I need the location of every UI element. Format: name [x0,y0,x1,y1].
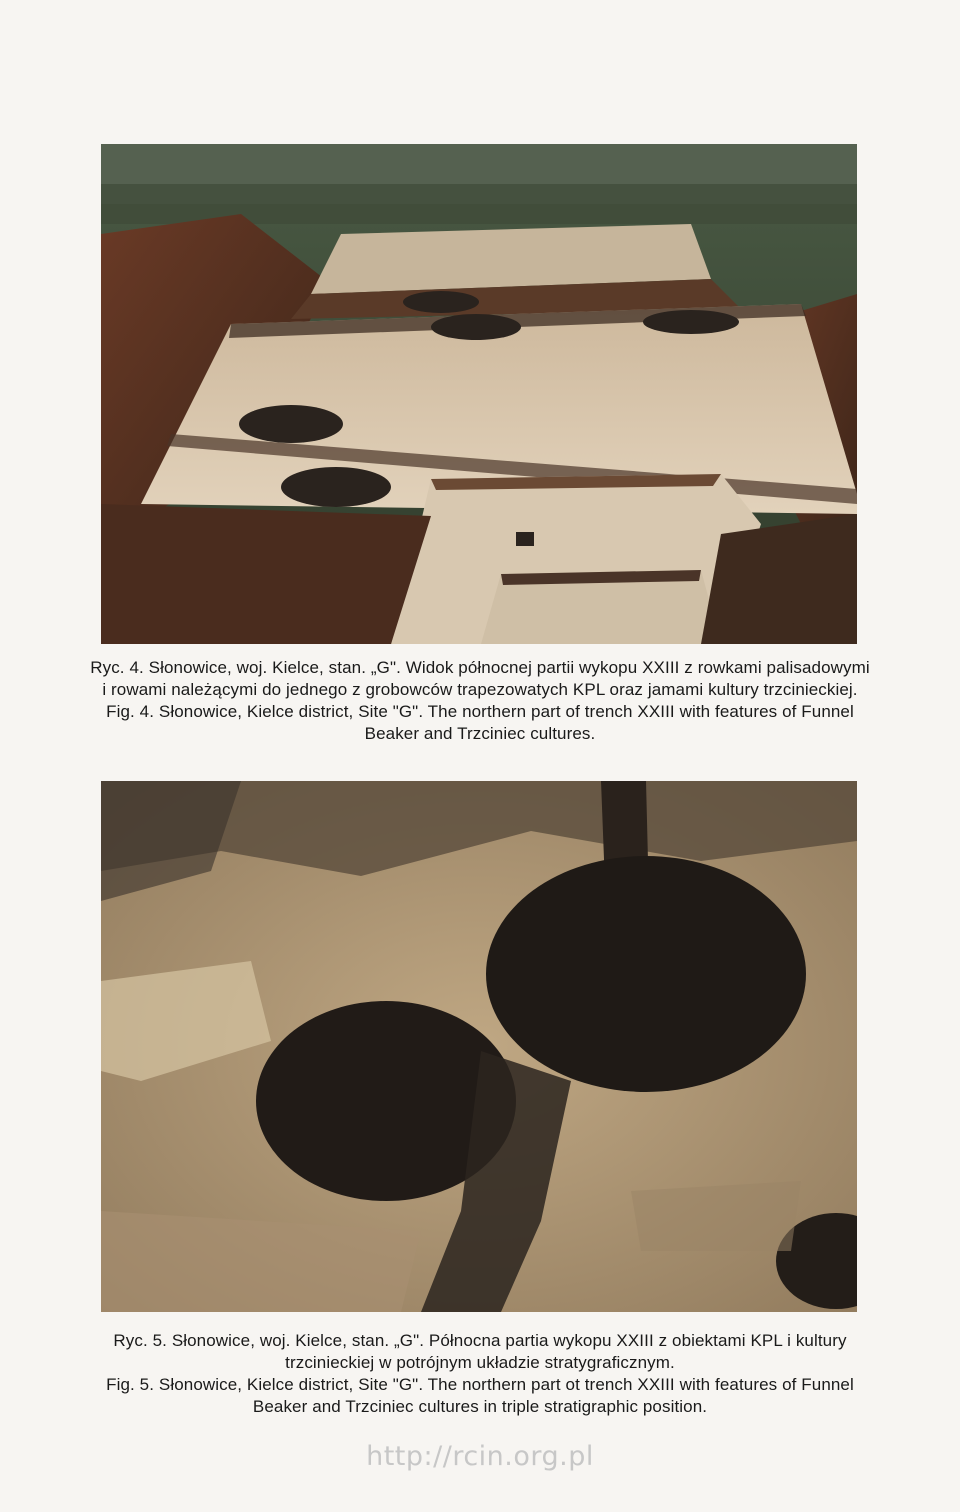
caption-line: Fig. 5. Słonowice, Kielce district, Site "G". The northern part ot trench XXIII with features of Funnel [106,1375,854,1394]
caption-line: trzcinieckiej w potrójnym układzie stratygraficznym. [285,1353,675,1372]
caption-line: Ryc. 5. Słonowice, woj. Kielce, stan. „G". Północna partia wykopu XXIII z obiektami KPL i kultury [113,1331,847,1350]
source-watermark: http://rcin.org.pl [366,1441,594,1472]
caption-line: Beaker and Trzciniec cultures in triple stratigraphic position. [252,1397,708,1416]
figure-5-caption-en [40,1374,920,1418]
caption-line: Fig. 4. Słonowice, Kielce district, Site "G". The northern part of trench XXIII with features of Funnel [106,702,854,721]
figure-5-photo [101,781,857,1312]
figure-5-caption-pl [40,1330,920,1374]
figure-5-caption [40,1330,920,1418]
figure-4-caption [40,657,920,745]
caption-line: Ryc. 4. Słonowice, woj. Kielce, stan. „G". Widok północnej partii wykopu XXIII z rowkami palisadowymi [90,658,870,677]
caption-line: i rowami należącymi do jednego z grobowców trapezowatych KPL oraz jamami kultury trzcinieckiej. [102,680,858,699]
figure-4-photo [101,144,857,644]
caption-line: Beaker and Trzciniec cultures. [364,724,596,743]
figure-4-caption-en [40,701,920,745]
figure-4-caption-pl [40,657,920,701]
